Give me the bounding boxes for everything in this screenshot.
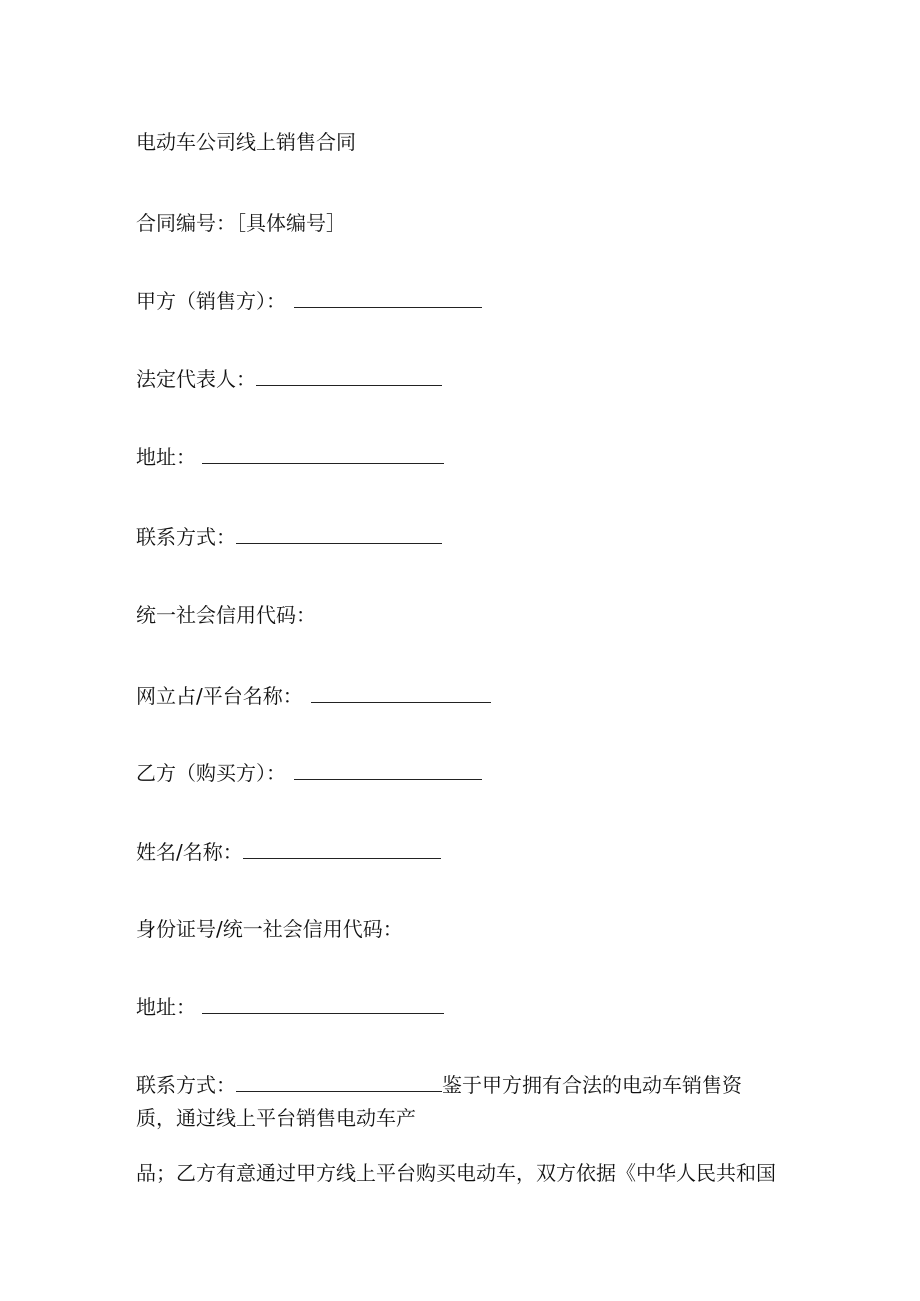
legal-rep-blank[interactable] — [256, 367, 442, 386]
contract-number: 合同编号：［具体编号］ — [136, 211, 346, 235]
party-a-row — [136, 289, 482, 313]
recital-line-2: 质，通过线上平台销售电动车产 — [136, 1106, 416, 1130]
party-a-blank[interactable] — [294, 289, 482, 308]
address-a-label: 地址： — [136, 445, 196, 469]
website-blank[interactable] — [311, 684, 491, 703]
name-label: 姓名/名称： — [136, 840, 243, 864]
legal-rep-row — [136, 367, 442, 391]
contact-b-blank[interactable] — [236, 1073, 442, 1092]
recital-line-2-row — [136, 1106, 416, 1130]
address-a-row — [136, 445, 444, 469]
website-row — [136, 684, 491, 708]
party-b-label: 乙方（购买方）： — [136, 761, 286, 785]
contact-a-label: 联系方式： — [136, 525, 236, 549]
address-b-blank[interactable] — [202, 995, 444, 1014]
contact-a-row — [136, 525, 442, 549]
contact-a-blank[interactable] — [236, 525, 442, 544]
contact-b-label: 联系方式： — [136, 1073, 236, 1097]
party-b-row — [136, 761, 482, 785]
name-blank[interactable] — [243, 840, 441, 859]
party-a-label: 甲方（销售方）： — [136, 289, 286, 313]
party-b-blank[interactable] — [294, 761, 482, 780]
recital-line-3-row — [136, 1161, 776, 1185]
name-row — [136, 840, 441, 864]
credit-code-row — [136, 603, 316, 627]
recital-line-1: 鉴于甲方拥有合法的电动车销售资 — [442, 1073, 742, 1097]
address-a-blank[interactable] — [202, 445, 444, 464]
recital-line-3: 品；乙方有意通过甲方线上平台购买电动车，双方依据《中华人民共和国 — [136, 1161, 776, 1185]
contact-b-row — [136, 1073, 742, 1097]
id-label: 身份证号/统一社会信用代码： — [136, 917, 403, 941]
website-label: 网立占/平台名称： — [136, 684, 303, 708]
address-b-label: 地址： — [136, 995, 196, 1019]
legal-rep-label: 法定代表人： — [136, 367, 256, 391]
address-b-row — [136, 995, 444, 1019]
credit-code-label: 统一社会信用代码： — [136, 603, 316, 627]
id-row — [136, 917, 403, 941]
document-title: 电动车公司线上销售合同 — [136, 130, 356, 154]
